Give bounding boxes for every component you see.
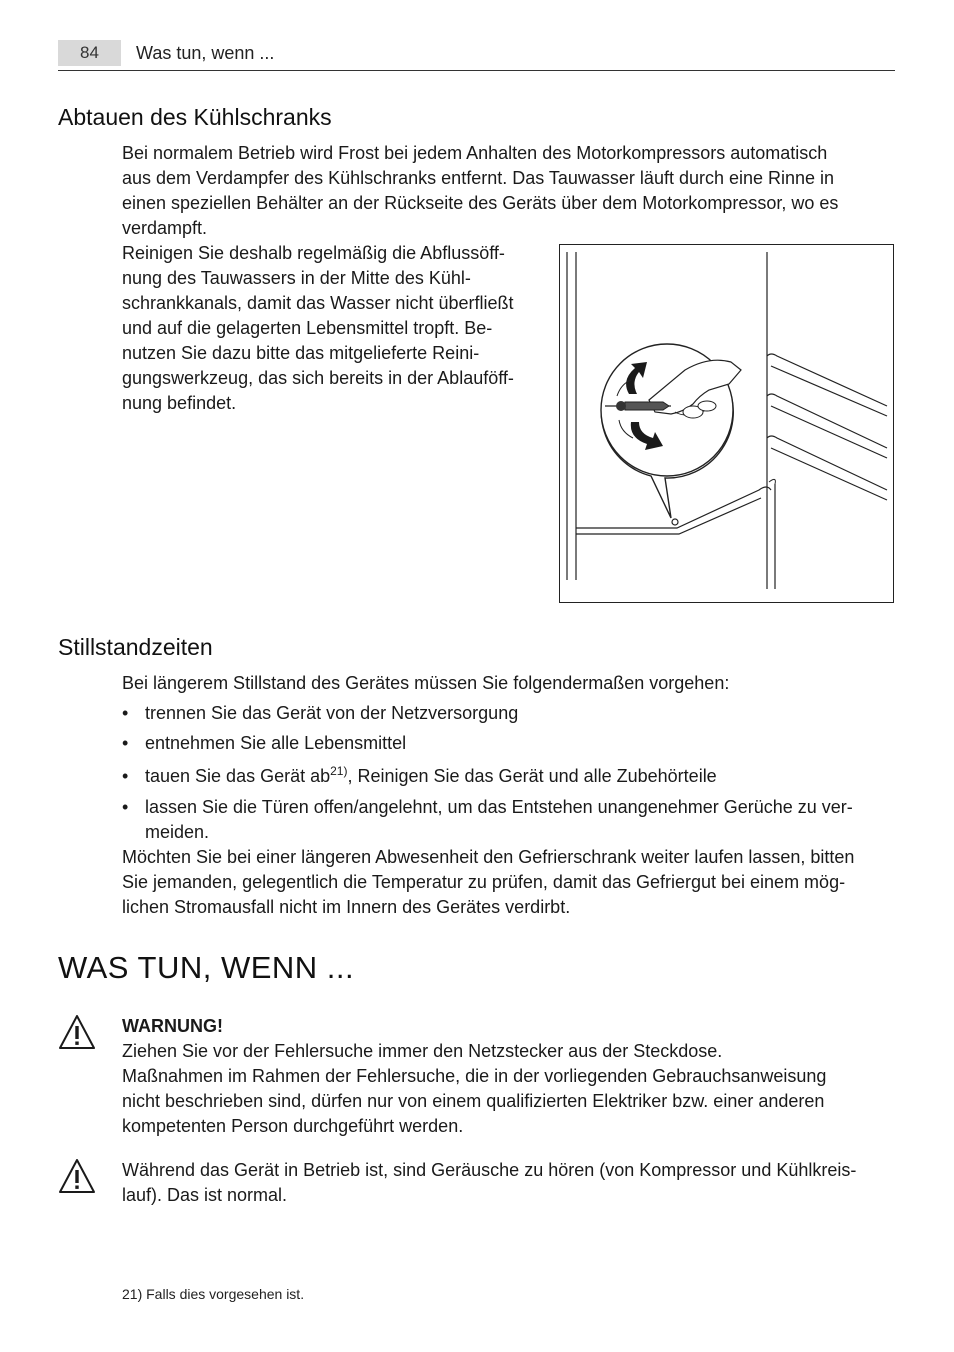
standstill-closing-line1: Möchten Sie bei einer längeren Abwesenheit den Gefrierschrank weiter laufen lassen, bitten [122, 847, 855, 867]
bullet-dot: • [122, 797, 129, 817]
list-item-text-tail: , Reinigen Sie das Gerät und alle Zubehörteile [347, 766, 717, 786]
list-item-text-main: tauen Sie das Gerät ab [145, 766, 331, 786]
list-item [122, 764, 892, 789]
list-item-text [145, 764, 717, 789]
warning-line3: nicht beschrieben sind, dürfen nur von einem qualifizierten Elektriker bzw. einer anderen [122, 1091, 825, 1111]
warning-title-text: WARNUNG! [122, 1016, 223, 1036]
list-item [122, 731, 892, 756]
standstill-closing-line3: lichen Stromausfall nicht im Innern des Gerätes verdirbt. [122, 897, 571, 917]
standstill-closing-line2: Sie jemanden, gelegentlich die Temperatur zu prüfen, damit das Gefriergut bei einem mög- [122, 872, 846, 892]
defrost-para1-line3: einen speziellen Behälter an der Rückseite des Geräts über dem Motorkompressor, wo es [122, 193, 839, 213]
bullet-dot: • [122, 766, 129, 786]
standstill-intro: Bei längerem Stillstand des Gerätes müssen Sie folgendermaßen vorgehen: [122, 673, 730, 693]
list-item-text: lassen Sie die Türen offen/angelehnt, um das Entstehen unangenehmer Gerüche zu ver- [145, 797, 853, 817]
defrost-para1-line4: verdampft. [122, 218, 208, 238]
list-item-text-cont: meiden. [145, 822, 210, 842]
heading-standstill: Stillstandzeiten [58, 634, 213, 660]
header-rule [58, 70, 895, 71]
footnote-ref: 21) [330, 764, 348, 778]
defrost-para1-line2: aus dem Verdampfer des Kühlschranks entfernt. Das Tauwasser läuft durch eine Rinne in [122, 168, 835, 188]
heading-defrost: Abtauen des Kühlschranks [58, 104, 332, 130]
warning-line2: Maßnahmen im Rahmen der Fehlersuche, die in der vorliegenden Gebrauchsanweisung [122, 1066, 827, 1086]
warning-triangle-icon [58, 1014, 96, 1050]
defrost-para2-line1: Reinigen Sie deshalb regelmäßig die Abflussöff- [122, 243, 505, 263]
list-item-text: entnehmen Sie alle Lebensmittel [145, 733, 407, 753]
note-line1: Während das Gerät in Betrieb ist, sind Geräusche zu hören (von Kompressor und Kühlkreis- [122, 1160, 857, 1180]
note-line2: lauf). Das ist normal. [122, 1185, 288, 1205]
defrost-drain-illustration [559, 244, 894, 603]
defrost-para2-line6: gungswerkzeug, das sich bereits in der Ablauföff- [122, 368, 514, 388]
page-number: 84 [58, 40, 121, 66]
defrost-para1-line1: Bei normalem Betrieb wird Frost bei jedem Anhalten des Motorkompressors automatisch [122, 143, 828, 163]
defrost-para2-line4: und auf die gelagerten Lebensmittel tropft. Be- [122, 318, 493, 338]
warning-title [122, 1014, 223, 1039]
bullet-dot: • [122, 733, 129, 753]
list-item [122, 795, 892, 845]
bullet-dot: • [122, 703, 129, 723]
warning-triangle-icon [58, 1158, 96, 1194]
warning-line4: kompetenten Person durchgeführt werden. [122, 1116, 464, 1136]
defrost-para2-line7: nung befindet. [122, 393, 237, 413]
defrost-para2-line2: nung des Tauwassers in der Mitte des Kühl- [122, 268, 471, 288]
warning-line1: Ziehen Sie vor der Fehlersuche immer den Netzstecker aus der Steckdose. [122, 1041, 723, 1061]
list-item-text: trennen Sie das Gerät von der Netzversorgung [145, 703, 519, 723]
running-title: Was tun, wenn ... [136, 43, 275, 63]
defrost-para2-line5: nutzen Sie dazu bitte das mitgelieferte Reini- [122, 343, 480, 363]
heading-troubleshooting: WAS TUN, WENN ... [58, 950, 355, 985]
list-item [122, 701, 892, 726]
defrost-para2-line3: schrankkanals, damit das Wasser nicht überfließt [122, 293, 514, 313]
footnote: 21) Falls dies vorgesehen ist. [122, 1286, 305, 1302]
